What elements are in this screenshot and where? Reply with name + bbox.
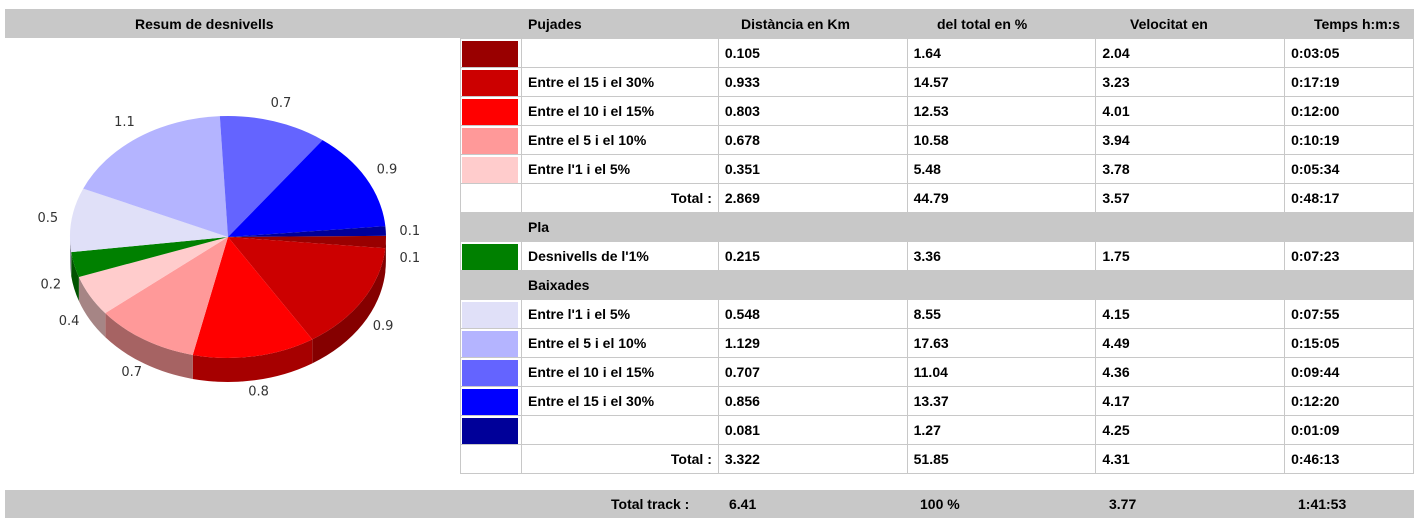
pie-slice-label: 0.9 — [376, 162, 398, 178]
table-row — [461, 97, 1414, 126]
col-velocitat-header: Velocitat en — [1130, 16, 1208, 32]
row-label: Entre el 10 i el 15% — [521, 358, 718, 387]
table-row — [461, 416, 1414, 445]
percent-cell: 10.58 — [907, 126, 1096, 155]
percent-cell: 5.48 — [907, 155, 1096, 184]
time-cell: 0:09:44 — [1285, 358, 1414, 387]
percent-cell: 11.04 — [907, 358, 1096, 387]
time-cell: 0:07:23 — [1285, 242, 1414, 271]
color-swatch-cell — [461, 184, 522, 213]
total-track-label: Total track : — [611, 496, 690, 512]
distance-cell: 0.803 — [718, 97, 907, 126]
speed-cell: 4.36 — [1096, 358, 1285, 387]
total-row — [461, 184, 1414, 213]
color-swatch-cell — [461, 68, 522, 97]
pie-slice-label: 0.1 — [399, 223, 421, 239]
speed-cell: 4.15 — [1096, 300, 1285, 329]
pie-slice-label: 0.1 — [399, 251, 421, 267]
pie-slice-label: 0.4 — [58, 314, 80, 330]
row-label — [521, 39, 718, 68]
total-track-bar — [5, 490, 1414, 518]
pie-slice-label: 0.2 — [40, 277, 62, 293]
color-swatch-cell — [461, 358, 522, 387]
color-swatch — [462, 244, 518, 270]
color-swatch — [462, 157, 518, 183]
time-cell: 0:12:20 — [1285, 387, 1414, 416]
distance-cell: 0.933 — [718, 68, 907, 97]
color-swatch-cell — [461, 387, 522, 416]
row-label — [521, 416, 718, 445]
pie-slice-label: 0.5 — [37, 210, 59, 226]
time-cell: 0:03:05 — [1285, 39, 1414, 68]
total-track-speed: 3.77 — [1109, 496, 1137, 512]
percent-cell: 17.63 — [907, 329, 1096, 358]
pie-slice-label: 0.8 — [248, 384, 269, 400]
col-distancia-header: Distància en Km — [741, 16, 850, 32]
color-swatch — [462, 389, 518, 415]
time-cell: 0:05:34 — [1285, 155, 1414, 184]
color-swatch — [462, 41, 518, 67]
color-swatch-cell — [461, 97, 522, 126]
table-row — [461, 126, 1414, 155]
pie-slice-label: 0.7 — [121, 365, 143, 381]
time-cell: 0:07:55 — [1285, 300, 1414, 329]
speed-cell: 4.17 — [1096, 387, 1285, 416]
color-swatch — [462, 302, 518, 328]
distance-cell: 3.322 — [718, 445, 907, 474]
time-cell: 0:12:00 — [1285, 97, 1414, 126]
percent-cell: 3.36 — [907, 242, 1096, 271]
color-swatch — [462, 331, 518, 357]
summary-title: Resum de desnivells — [135, 16, 274, 32]
color-swatch-cell — [461, 242, 522, 271]
row-label: Entre l'1 i el 5% — [521, 155, 718, 184]
table-row — [461, 358, 1414, 387]
time-cell: 0:46:13 — [1285, 445, 1414, 474]
color-swatch-cell — [461, 445, 522, 474]
speed-cell: 2.04 — [1096, 39, 1285, 68]
table-row — [461, 300, 1414, 329]
total-row — [461, 445, 1414, 474]
distance-cell: 0.678 — [718, 126, 907, 155]
total-track-percent: 100 % — [920, 496, 960, 512]
speed-cell: 4.01 — [1096, 97, 1285, 126]
section-spacer — [461, 271, 522, 300]
percent-cell: 8.55 — [907, 300, 1096, 329]
col-total-pct-header: del total en % — [937, 16, 1028, 32]
table-row — [461, 68, 1414, 97]
pie-slice-label: 0.9 — [372, 319, 394, 335]
color-swatch-cell — [461, 126, 522, 155]
row-label: Entre l'1 i el 5% — [521, 300, 718, 329]
time-cell: 0:01:09 — [1285, 416, 1414, 445]
pie-slice-label: 0.7 — [270, 96, 292, 112]
table-row — [461, 242, 1414, 271]
total-track-time: 1:41:53 — [1298, 496, 1347, 512]
percent-cell: 51.85 — [907, 445, 1096, 474]
distance-cell: 2.869 — [718, 184, 907, 213]
distance-cell: 0.856 — [718, 387, 907, 416]
row-label: Desnivells de l'1% — [521, 242, 718, 271]
distance-cell: 0.548 — [718, 300, 907, 329]
speed-cell: 4.25 — [1096, 416, 1285, 445]
percent-cell: 44.79 — [907, 184, 1096, 213]
pie-chart-area — [5, 38, 460, 509]
percent-cell: 1.27 — [907, 416, 1096, 445]
row-label: Total : — [521, 445, 718, 474]
row-label: Total : — [521, 184, 718, 213]
table-row — [461, 329, 1414, 358]
distance-cell: 0.081 — [718, 416, 907, 445]
speed-cell: 3.78 — [1096, 155, 1285, 184]
speed-cell: 3.57 — [1096, 184, 1285, 213]
row-label: Entre el 15 i el 30% — [521, 68, 718, 97]
pie-slice-label: 1.1 — [114, 115, 135, 131]
distance-cell: 0.351 — [718, 155, 907, 184]
percent-cell: 14.57 — [907, 68, 1096, 97]
color-swatch-cell — [461, 39, 522, 68]
pie-chart — [5, 38, 460, 509]
speed-cell: 3.94 — [1096, 126, 1285, 155]
summary-table — [460, 38, 1414, 474]
row-label: Entre el 5 i el 10% — [521, 126, 718, 155]
col-pujades-header: Pujades — [528, 16, 582, 32]
distance-cell: 0.105 — [718, 39, 907, 68]
distance-cell: 0.707 — [718, 358, 907, 387]
percent-cell: 1.64 — [907, 39, 1096, 68]
row-label: Entre el 15 i el 30% — [521, 387, 718, 416]
total-track-distance: 6.41 — [729, 496, 757, 512]
section-label: Pla — [521, 213, 1413, 242]
distance-cell: 1.129 — [718, 329, 907, 358]
distance-cell: 0.215 — [718, 242, 907, 271]
color-swatch — [462, 70, 518, 96]
header-bar — [5, 9, 1414, 38]
color-swatch-cell — [461, 416, 522, 445]
time-cell: 0:48:17 — [1285, 184, 1414, 213]
speed-cell: 4.31 — [1096, 445, 1285, 474]
percent-cell: 12.53 — [907, 97, 1096, 126]
table-row — [461, 387, 1414, 416]
section-label: Baixades — [521, 271, 1413, 300]
color-swatch — [462, 418, 518, 444]
section-row — [461, 213, 1414, 242]
color-swatch-cell — [461, 155, 522, 184]
section-spacer — [461, 213, 522, 242]
row-label: Entre el 10 i el 15% — [521, 97, 718, 126]
time-cell: 0:15:05 — [1285, 329, 1414, 358]
color-swatch — [462, 99, 518, 125]
speed-cell: 4.49 — [1096, 329, 1285, 358]
section-row — [461, 271, 1414, 300]
color-swatch — [462, 360, 518, 386]
percent-cell: 13.37 — [907, 387, 1096, 416]
speed-cell: 3.23 — [1096, 68, 1285, 97]
speed-cell: 1.75 — [1096, 242, 1285, 271]
time-cell: 0:17:19 — [1285, 68, 1414, 97]
col-temps-header: Temps h:m:s — [1314, 16, 1401, 32]
color-swatch-cell — [461, 329, 522, 358]
time-cell: 0:10:19 — [1285, 126, 1414, 155]
row-label: Entre el 5 i el 10% — [521, 329, 718, 358]
color-swatch-cell — [461, 300, 522, 329]
table-row — [461, 155, 1414, 184]
table-row — [461, 39, 1414, 68]
color-swatch — [462, 128, 518, 154]
